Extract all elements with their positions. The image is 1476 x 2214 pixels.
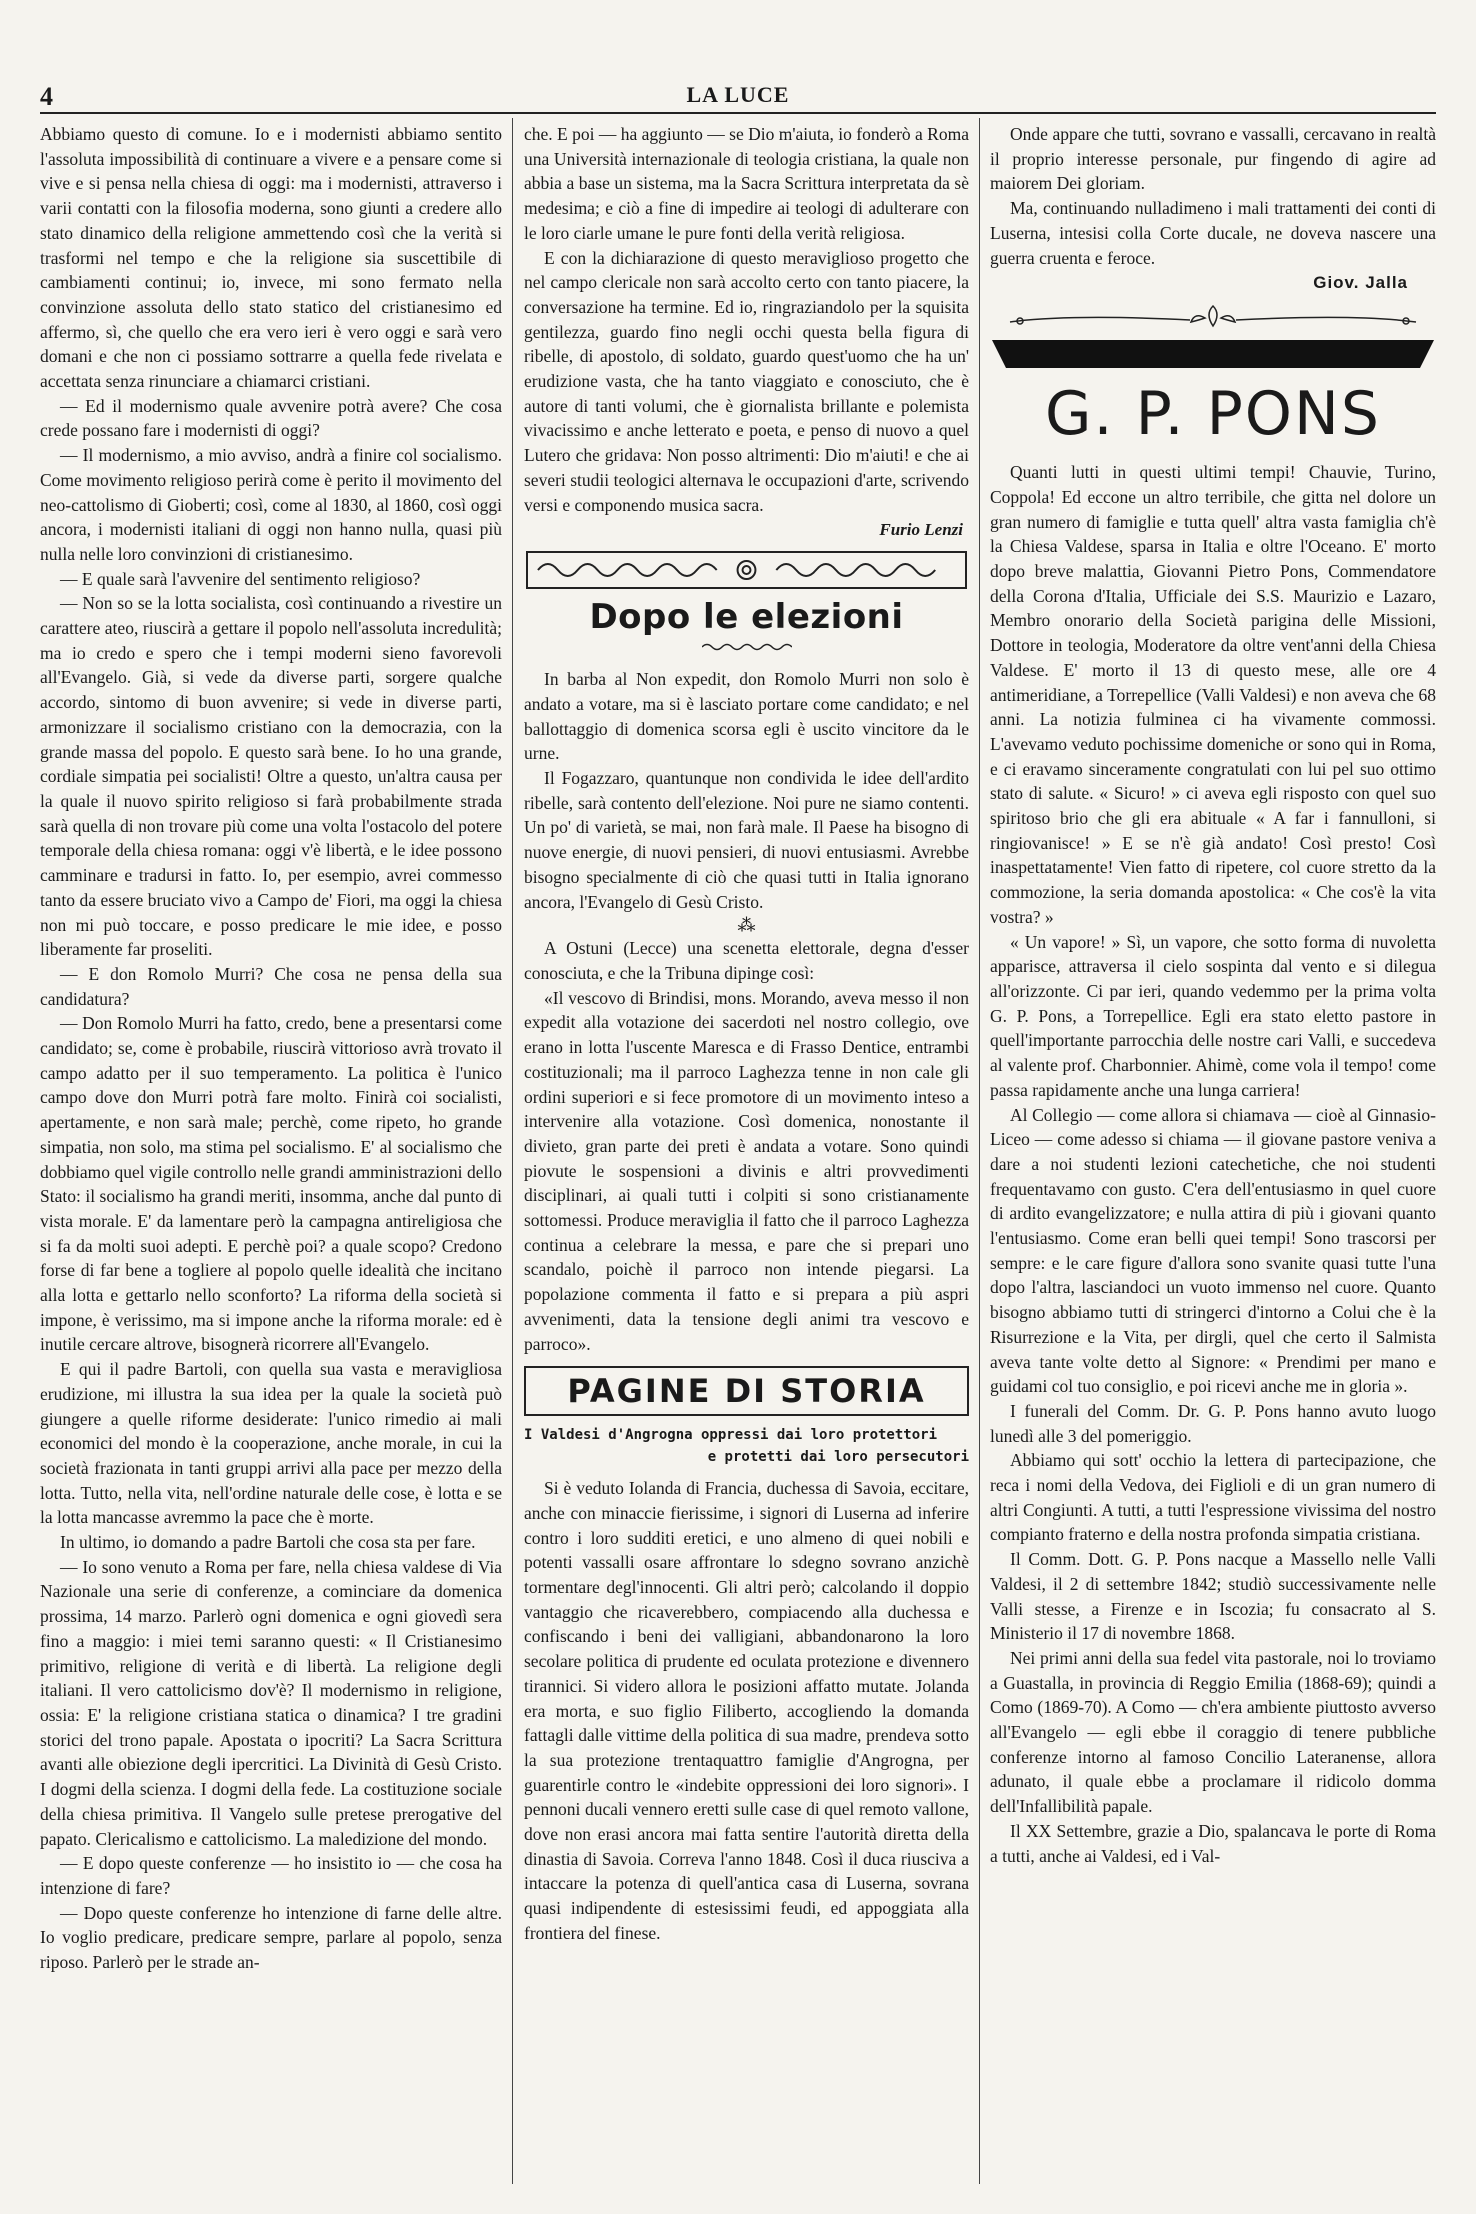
article-paragraph: Quanti lutti in questi ultimi tempi! Chauvie, Turino, Coppola! Ed eccone un altro terribile, che gitta nel dolore un gran numero di famiglie e tutta quell' altra vasta famiglia ch'è la Chiesa Valdese, sparsa in Italia e oltre l'Oceano. E' morto dopo breve malattia, Giovanni Pietro Pons, Commendatore della Corona d'Italia, Ufficiale dei S.S. Maurizio e Lazaro, Membro onorario della Società parigina delle Missioni, Dottore in teologia, Moderatore da oltre vent'anni della Chiesa Valdese. E' morto il 13 di questo mese, alle ore 4 antimeridiane, a Torrepellice (Valli Valdesi) e non aveva che 68 anni. La notizia fulminea ci ha vivamente commossi. L'avevamo veduto pochissime domeniche or sono qui in Roma, e ci eravamo sinceramente congratulati con lui pel suo ottimo stato di salute. « Sicuro! » ci aveva egli risposto con quel suo spiritoso brio che gli era abituale « A far i fannulloni, si ringiovanisce! » E se n'è già andato! Così presto! Così inaspettatamente! Vien fatto di ripetere, col cuore stretto da la commozione, la seria domanda apostolica: « Che cos'è la vita vostra? » [990,462,1436,927]
page-header [40,82,1436,112]
column-2 [524,122,969,2194]
article-paragraph: A Ostuni (Lecce) una scenetta elettorale, degna d'esser conosciuta, e che la Tribuna dipinge così: [524,938,969,983]
article-paragraph: — Ed il modernismo quale avvenire potrà avere? Che cosa crede possano fare i modernisti di oggi? [40,395,502,441]
storia-banner [524,1366,969,1416]
article-paragraph: che. E poi — ha aggiunto — se Dio m'aiuta, io fonderò a Roma una Università internazionale di teologia cristiana, la quale non abbia a base un sistema, ma la Sacra Scrittura interpretata da sè medesima; e ciò a fine di impedire ai teologi di adulterare con le loro ciarle umane le pure fonti della verità religiosa. [524,124,969,243]
article-paragraph: — Io sono venuto a Roma per fare, nella chiesa valdese di Via Nazionale una serie di conferenze, a cominciare da domenica prossima, 14 marzo. Parlerò ogni domenica e ogni giovedì sera fino a maggio: i miei temi saranno questi: « Il Cristianesimo primitivo, religione di verità e di libertà. La religione degli italiani. Il vero cattolicismo dov'è? Il modernismo in religione, ossia: E' la religione cristiana statica o dinamica? I tre gradini storici del trono papale. Apostata o ipocriti? La Sacra Scrittura avanti alle obiezione degli ipercritici. La Divinità di Gesù Cristo. I dogmi della scienza. I dogmi della fede. La costituzione sociale della chiesa primitiva. Il Vangelo sulle pretese prerogative del papato. Clericalismo e cattolicismo. La maledizione del mondo. [40,1556,502,1849]
page-number: 4 [40,82,53,111]
scroll-ornament-icon [528,553,965,587]
ornamental-divider [526,551,967,589]
article-paragraph: Ma, continuando nulladimeno i mali trattamenti dei conti di Luserna, intesisi colla Corte ducale, ne doveva nascere una guerra cruenta e feroce. [990,198,1436,268]
article-paragraph: — E dopo queste conferenze — ho insistito io — che cosa ha intenzione di fare? [40,1853,502,1898]
column-3 [990,122,1436,2194]
article-paragraph: Abbiamo questo di comune. Io e i modernisti abbiamo sentito l'assoluta impossibilità di continuare a vivere e a pensare come si vive e si pensa nella chiesa di oggi: ma i modernisti, attraverso i varii contatti con la filosofia moderna, sono giunti a credere allo stato dinamico della religione ammettendo così che la verità si trasformi nel tempo e che la religione sia suscettibile di cambiamenti continui; io, invece, mi sono fermato nella convinzione assoluta dello stato statico del cristianesimo ed affermo, sì, che quello che era vero ieri è vero oggi e sarà vero domani e che non ci possiamo sottrarre a quella fede rivelata e accettata senza rinunciare a chiamarci cristiani. [40,124,502,392]
article-paragraph: Il Fogazzaro, quantunque non condivida le idee dell'ardito ribelle, sarà contento dell'elezione. Noi pure ne siamo contenti. Un po' di varietà, se mai, non farà male. Il Paese ha bisogno di nuove energie, di nuovi pensieri, di nuovi entusiasmi. Avrebbe bisogno specialmente di ciò che quasi tutti in Italia ignorano ancora, l'Evangelo di Gesù Cristo. [524,768,969,912]
black-band-icon [990,336,1436,372]
header-rule [40,112,1436,114]
article-paragraph: Il XX Settembre, grazie a Dio, spalancava le porte di Roma a tutti, anche ai Valdesi, ed i Val- [990,1820,1436,1866]
article-paragraph: — Dopo queste conferenze ho intenzione di farne delle altre. Io voglio predicare, predicare sempre, parlare al popolo, senza riposo. Parlerò per le strade an- [40,1902,502,1973]
article-paragraph: In barba al Non expedit, don Romolo Murri non solo è andato a votare, ma si è lasciato portare come candidato; e nel ballottaggio di domenica scorsa egli è uscito vincitore da le urne. [524,669,969,764]
section-title: PAGINE DI STORIA [567,1372,926,1411]
column-divider [979,118,980,2184]
article-paragraph: Si è veduto Iolanda di Francia, duchessa di Savoia, eccitare, anche con minaccie fierissime, i signori di Luserna ad inferire contro i loro sudditi eretici, e uno almeno di quei nobili e potenti vassalli osare affrontare lo sdegno sovrano anzichè tormentare degl'innocenti. Gli altri però; calcolando il doppio vantaggio che ricaverebbero, compiacendo alla duchessa e confiscando i beni dei valligiani, abbandonarono la loro secolare politica di prudente ed oculata protezione e divennero tirannici. Si videro allora le posizioni affatto mutate. Jolanda era morta, e suo figlio Filiberto, accogliendo la domanda fattagli dalle vittime della politica di sua madre, prendeva sotto la sua protezione trentaquattro famiglie d'Angrogna, per guarentirle contro le «indebite oppressioni dei loro signori». I pennoni ducali vennero eretti sulle case di quel remoto vallone, dove non erasi ancora mai fatta sentire l'autorità diretta della dinastia di Savoia. Correva l'anno 1848. Così il duca riusciva a intaccare la potenza di quell'antica casa di Luserna, sovrana quasi indipendente di estesissimi feudi, ed appoggiata alla frontiera del finese. [524,1478,969,1943]
article-paragraph: — Non so se la lotta socialista, così continuando a rivestire un carattere ateo, riuscirà a gettare il popolo nell'assoluta incredulità; ma io credo e spero che i tempi moderni sieno favorevoli all'Evangelo. Già, si vede da diverse parti, sorgere qualche accordo, sintomo di buon avvenire; si vede in diverse parti, armonizzare il socialismo cristiano con la democrazia, con la grande massa del popolo. E questo sarà bene. Io ho una grande, cordiale simpatia pei socialisti! Oltre a questo, un'altra causa per la quale il nuovo spirito religioso si farà probabilmente strada sarà quella di non trovare più come una volta l'ostacolo del potere temporale della chiesa romana: oggi v'è libertà, e le idee possono camminare e tradursi in fatto. Io, per esempio, avrei commesso tanto da essere bruciato vivo a Campo de' Fiori, ma oggi la chiesa non mi può toccare, e posso predicare le mie idee, e posso liberamente far proseliti. [40,593,502,960]
article-paragraph: E qui il padre Bartoli, con quella sua vasta e meravigliosa erudizione, mi illustra la sua idea per la quale la società può giungere a quelle riforme desiderate: l'unico rimedio ai mali economici del mondo è la cooperazione, anche morale, in cui la società frazionata in tanti gruppi arrivi alla pace per mezzo della lotta. Tutto, nella vita, nell'ordine naturale delle cose, è lotta e se la lotta mancasse avremmo la pace che è morte. [40,1359,502,1528]
masthead: LA LUCE [686,82,790,107]
vine-divider [990,302,1436,332]
wavy-rule [524,639,969,657]
article-paragraph: Nei primi anni della sua fedel vita pastorale, noi lo troviamo a Guastalla, in provincia di Reggio Emilia (1868-69); quindi a Como (1869-70). A Como — ch'era ambiente piuttosto avverso all'Evangelo — egli ebbe il coraggio di tenere pubbliche conferenze intorno al famoso Concilio Lateranense, allora adunato, il quale ebbe a proclamare il ridicolo domma dell'Infallibilità papale. [990,1647,1436,1817]
mourning-banner [990,336,1436,372]
article-paragraph: Al Collegio — come allora si chiamava — cioè al Ginnasio-Liceo — come adesso si chiama — il giovane pastore veniva a dare a noi studenti lezioni catechetiche, che noi studenti frequentavamo con gusto. C'era dell'entusiasmo in quel cuore di ardito evangelizzatore; e nulla attira di più i giovani quanto l'entusiasmo. Come eran belli quei tempi! Sono trascorsi per sempre: e le care figure d'allora sono svanite quasi tutte l'una dopo l'altra, lasciandoci un vuoto immenso nel cuore. Quanto bisogno abbiamo tutti di stringerci d'intorno a Colui che è la Risurrezione e la Vita, per dirgli, quel che certo il Salmista aveva tante volte detto al Signore: « Prendimi per mano e guidami col tuo consiglio, e poi ricevi anche me in gloria ». [990,1104,1436,1397]
subheading-line: e protetti dai loro persecutori [707,1449,969,1466]
article-paragraph: «Il vescovo di Brindisi, mons. Morando, aveva messo il non expedit alla votazione dei sacerdoti nel nostro collegio, ove erano in lotta l'uscente Maresca e di Frasso Dentice, entrambi costituzionali; ma il parroco Laghezza tenne in non cale gli ordini superiori e si fece promotore di un movimento inteso a intervenire alla votazione. Così domenica, nonostante il divieto, gran parte dei preti è andata a votare. Sono quindi piovute le sospensioni a divinis e altri provvedimenti disciplinari, ai quali tutti i colpiti si sono cristianamente sottomessi. Produce meraviglia il fatto che il parroco Laghezza continua a celebrare la messa, e pare che si prepari uno scandalo, poichè il parroco non intende piegarsi. La popolazione commenta il fatto e si prepara a più aspri avvenimenti, data la tensione degli animi tra vescovo e parroco». [524,987,969,1354]
fleur-de-lis-icon [990,302,1436,332]
article-paragraph: — E quale sarà l'avvenire del sentimento religioso? [60,568,421,589]
article-paragraph: — Il modernismo, a mio avviso, andrà a finire col socialismo. Come movimento religioso perirà come è perito il movimento del neo-cattolismo di Gioberti; così, come al 1830, al 1860, così oggi ancora, i modernisti italiani di oggi non hanno nulla, quasi più nulla nelle loro convinzioni di cristianesimo. [40,445,502,564]
article-paragraph: I funerali del Comm. Dr. G. P. Pons hanno avuto luogo lunedì alle 3 del pomeriggio. [990,1400,1436,1446]
article-paragraph: Onde appare che tutti, sovrano e vassalli, cercavano in realtà il proprio interesse personale, pur fingendo di agire ad maiorem Dei gloriam. [990,124,1436,194]
author-signature: Furio Lenzi [879,520,963,540]
section-title: Dopo le elezioni [589,597,904,638]
subheading-line: I Valdesi d'Angrogna oppressi dai loro protettori [524,1427,938,1444]
obituary-title: G. P. PONS [1045,379,1381,450]
article-subheading [524,1424,969,1468]
article-paragraph: « Un vapore! » Sì, un vapore, che sotto forma di nuvoletta apparisce, attraversa il cielo sospinta dal vento e si dilegua all'orizzonte. Ci par ieri, quando vedemmo per la prima volta G. P. Pons, a Torrepellice. Egli era stato eletto pastore in quell'importante parrocchia delle nostre cari Valli, e succedeva al valente prof. Charbonnier. Ahimè, come vola il tempo! come passa rapidamente anche una lunga carriera! [990,931,1436,1100]
column-divider [512,118,513,2184]
wavy-line-icon [702,642,792,652]
author-signature: Giov. Jalla [1313,273,1408,293]
article-paragraph: — E don Romolo Murri? Che cosa ne pensa della sua candidatura? [40,963,502,1009]
article-paragraph: In ultimo, io domando a padre Bartoli che cosa sta per fare. [60,1532,476,1553]
column-1 [40,122,502,2194]
article-paragraph: — Don Romolo Murri ha fatto, credo, bene a presentarsi come candidato; se, come è probabile, riuscirà vittorioso avrà trovato il campo adatto per il suo temperamento. La politica è l'unico campo dove don Murri potrà fare molto. Finirà coi socialisti, apertamente, e non sarà male; perchè, come ripeto, ho grande simpatia, non solo, ma stima pel socialismo. E' al socialismo che dobbiamo quel vigile controllo nelle grandi amministrazioni dello Stato: il socialismo ha grandi meriti, insomma, anche dal punto di vista morale. E' da lamentare però la campagna antireligiosa che si fa da molti suoi adepti. E perchè poi? a quale scopo? Credono forse di far bene a togliere al popolo quelle idealità che incitano alla lotta e gettarlo nello sconforto? La riforma della società si impone, è verissimo, ma si impone anche la riforma morale: ed è inutile cercare altrove, bisognerà ricorrere all'Evangelo. [40,1013,502,1355]
article-paragraph: Il Comm. Dott. G. P. Pons nacque a Massello nelle Valli Valdesi, il 2 di settembre 1842; studiò successivamente nelle Valli stesse, a Firenze e in Iscozia; fu consacrato al S. Ministerio il 17 di novembre 1868. [990,1549,1436,1644]
article-paragraph: Abbiamo qui sott' occhio la lettera di partecipazione, che reca i nomi della Vedova, dei Figlioli e di un gran numero di altri Congiunti. A tutti, a tutti l'espressione vivissima del nostro compianto fraterno e della nostra profonda simpatia cristiana. [990,1450,1436,1545]
article-paragraph: E con la dichiarazione di questo meraviglioso progetto che nel campo clericale non sarà accolto certo con tanto piacere, la conversazione ha termine. Ed io, ringraziandolo per la squisita gentilezza, guardo fino negli occhi questa bella figura di ribelle, di apostolo, di soldato, guardo quest'uomo che ha un' erudizione vasta, che ha tanto viaggiato e conosciuto, che è autore di tanti volumi, che è giornalista brillante e polemista vivacissimo e anche letterato e poeta, e penso di nuovo a quel Lutero che gridava: Non posso altrimenti: Dio m'aiuti! e che ai severi studii teologici alternava le occupazioni d'arte, scrivendo versi e componendo musica sacra. [524,247,969,515]
asterism: ⁂ [737,915,756,936]
